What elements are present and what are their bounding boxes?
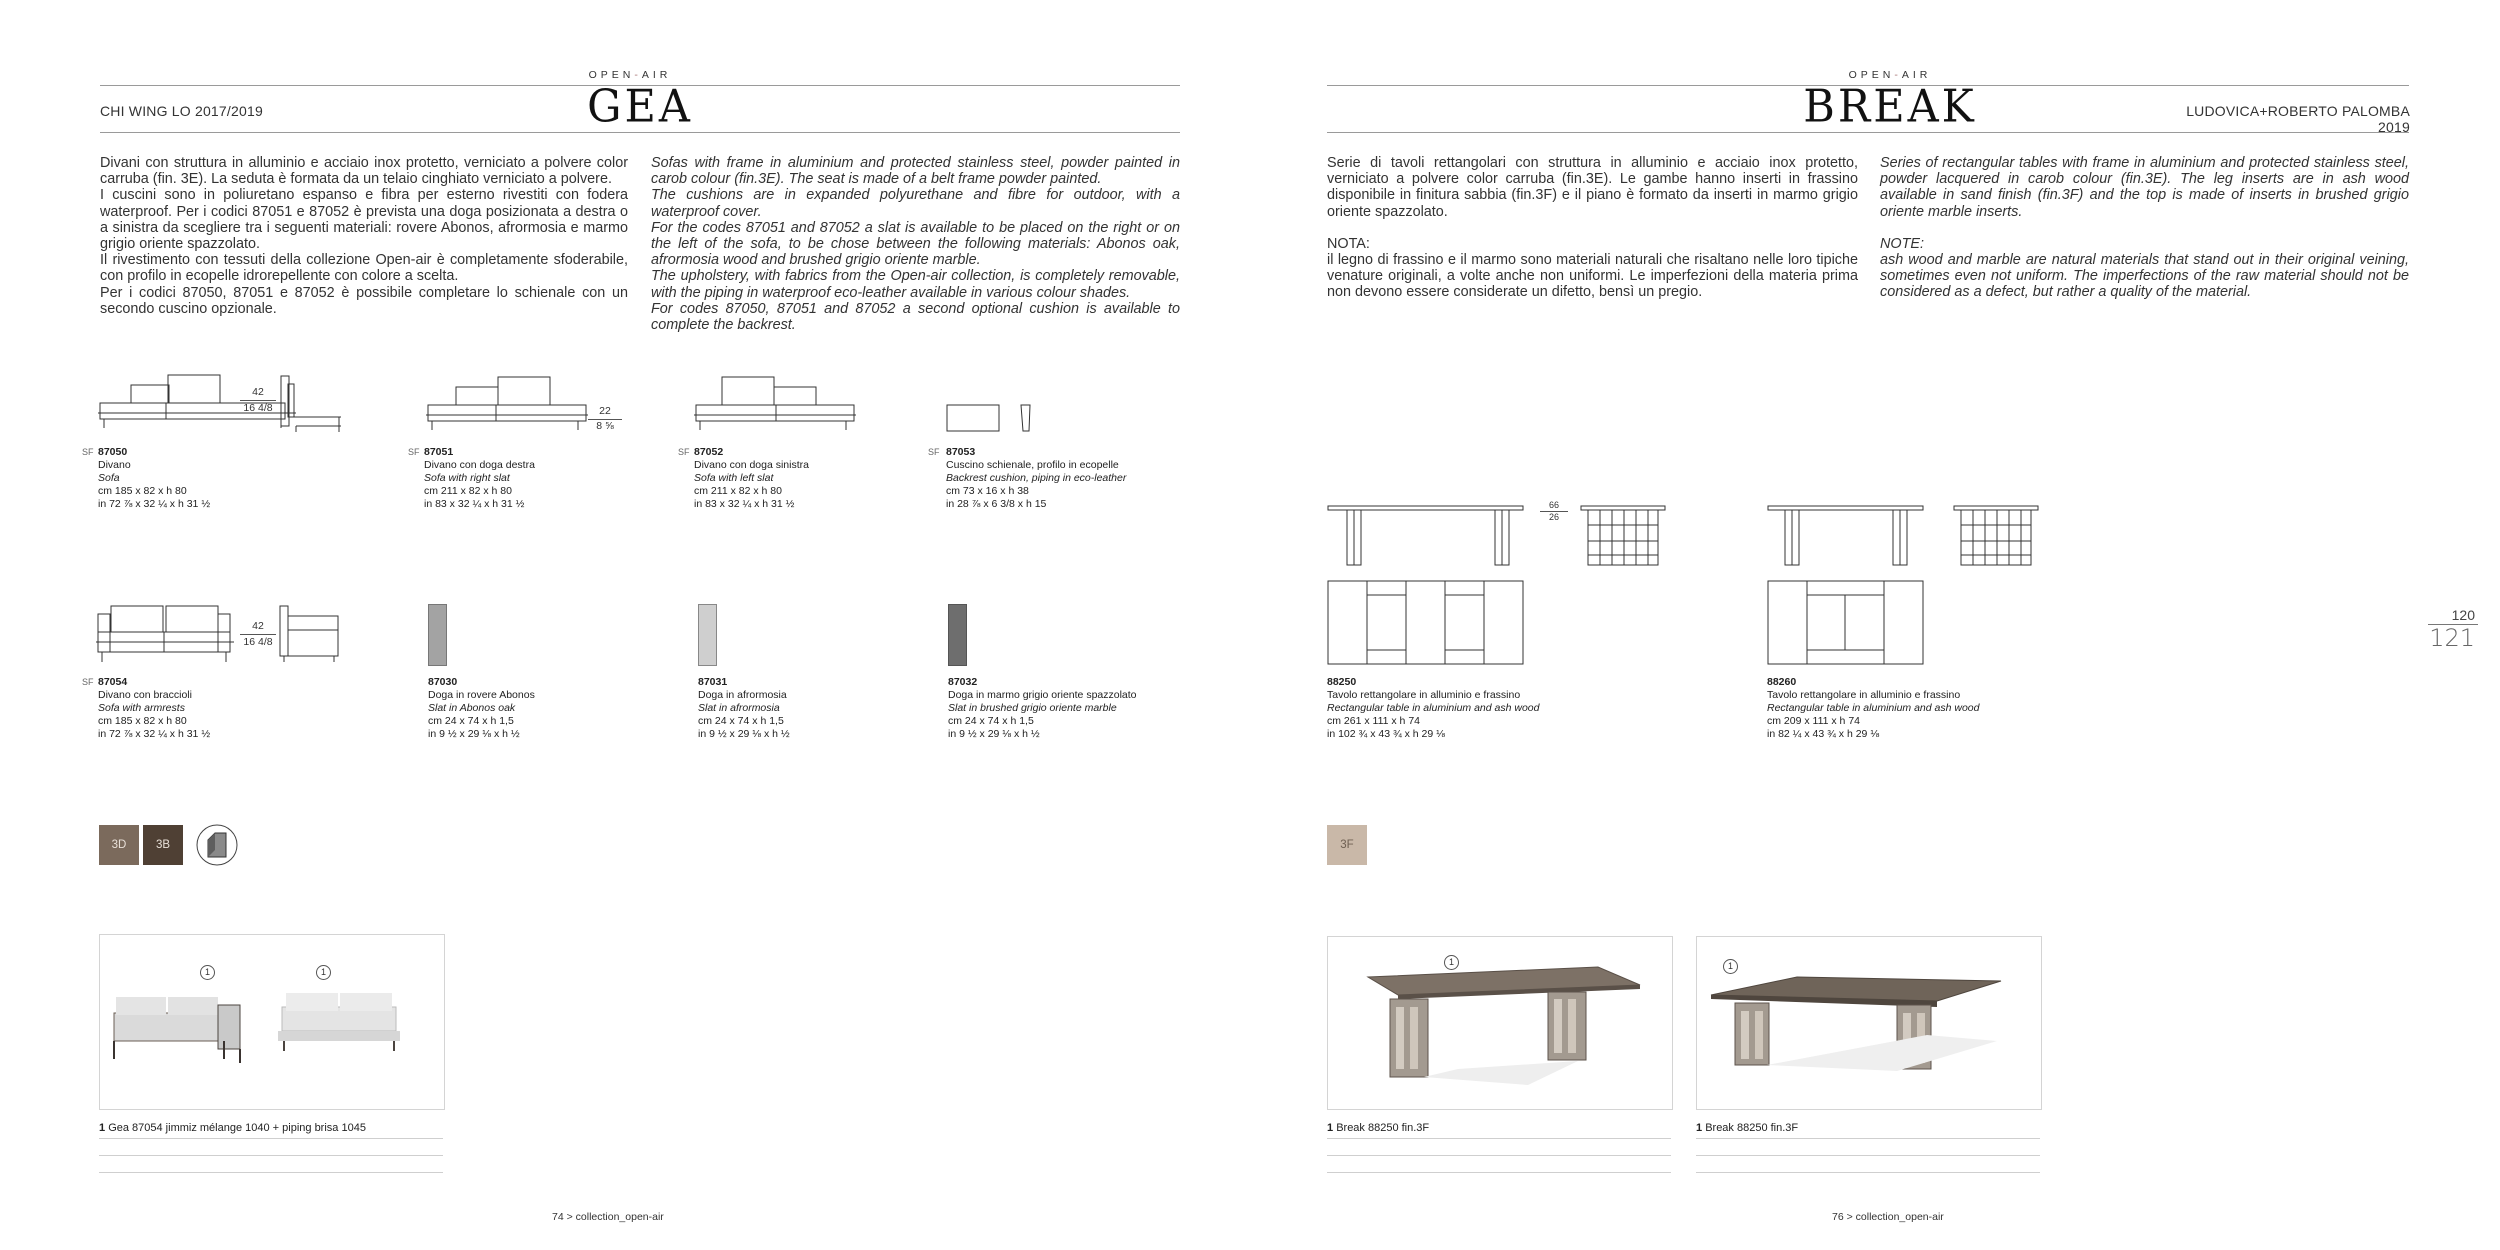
dim-87050-bottom: 16 4/8 [243,402,273,414]
product-name-en: Slat in afrormosia [698,702,780,714]
paragraph: Per i codici 87050, 87051 e 87052 è possibile completare lo schienale con un secondo cuscino opzionale. [100,284,628,317]
product-dim-in: in 72 ⅞ x 32 ¼ x h 31 ½ [98,728,211,740]
spec-87031 [698,676,790,741]
product-dim-cm: cm 185 x 82 x h 80 [98,715,187,727]
break-caption-1 [1327,1122,1429,1134]
product-dim-cm: cm 261 x 111 x h 74 [1327,715,1420,727]
product-dim-in: in 28 ⅞ x 6 3/8 x h 15 [946,498,1047,510]
spec-87030 [428,676,535,741]
kicker-air: AIR [1901,69,1932,81]
drawing-87054 [96,604,346,666]
paragraph: NOTE: [1880,235,1924,252]
product-name-en: Rectangular table in aluminium and ash wood [1327,702,1540,714]
photo-marker: 1 [1444,955,1459,970]
paragraph: Il rivestimento con tessuti della collezione Open-air è completamente sfoderabile, con profilo in ecopelle idrorepellente con colore a scelta. [100,252,628,285]
kicker-open: OPEN [588,69,635,81]
right-designer: LUDOVICA+ROBERTO PALOMBA 2019 [2186,103,2410,135]
product-name-it: Tavolo rettangolare in alluminio e frassino [1327,689,1521,701]
caption-rule [99,1172,443,1173]
right-text-italian [1327,155,1858,301]
paragraph: ash wood and marble are natural materials that stand out in their original veining, sometimes even not uniform. The imperfections of the raw material should not be considered as a defect, but rather a quality of the material. [1880,252,2409,301]
dim-87054-top: 42 [252,620,264,632]
product-name-en: Slat in brushed grigio oriente marble [948,702,1117,714]
product-dim-in: in 83 x 32 ¼ x h 31 ½ [424,498,525,510]
gea-caption [99,1122,366,1134]
product-name-en: Sofa with armrests [98,702,185,714]
caption-rule [1327,1155,1671,1156]
dim-87054-divider [240,634,276,635]
gea-sofa-photo [100,935,444,1109]
product-dim-cm: cm 211 x 82 x h 80 [694,485,782,497]
product-dim-in: in 72 ⅞ x 32 ¼ x h 31 ½ [98,498,211,510]
left-designer: CHI WING LO 2017/2019 [100,103,263,119]
product-name-it: Divano con doga destra [424,459,535,471]
product-name-en: Sofa with left slat [694,472,774,484]
drawing-88250-front [1580,505,1670,567]
product-dim-in: in 9 ½ x 29 ⅛ x h ½ [698,728,790,740]
product-code: 87031 [698,676,728,688]
sf-label: SF [928,447,940,457]
paragraph: Divani con struttura in alluminio e acciaio inox protetto, verniciato a polvere color carruba (fin. 3E). La seduta è formata da un telaio cinghiato verniciato a polvere. [100,155,628,188]
product-code: 88250 [1327,676,1357,688]
product-dim-in: in 9 ½ x 29 ⅛ x h ½ [948,728,1040,740]
product-code: 87032 [948,676,978,688]
product-dim-in: in 82 ¼ x 43 ¾ x h 29 ⅛ [1767,728,1880,740]
photo-marker: 1 [200,965,215,980]
dim-87050-top: 42 [252,386,264,398]
caption-rule [1327,1138,1671,1139]
paragraph-gap [1880,220,2409,236]
page-number-top: 120 [2451,607,2475,623]
paragraph: For the codes 87051 and 87052 a slat is available to be placed on the right or on the left of the sofa, to be chose between the following materials: Abonos oak, afrormosia wood and brushed grigio oriente marble. [651,219,1180,269]
caption-number: 1 [99,1122,106,1134]
product-dim-cm: cm 185 x 82 x h 80 [98,485,187,497]
slat-marble-swatch [948,604,967,666]
sf-label: SF [408,447,420,457]
gea-photo-frame [99,934,445,1110]
left-text-italian [100,155,628,317]
paragraph: The cushions are in expanded polyurethane and fibre for outdoor, with a waterproof cover. [651,187,1180,220]
right-footer: 76 > collection_open-air [1832,1211,1944,1223]
drawing-88260-front [1953,505,2043,567]
paragraph: For codes 87050, 87051 and 87052 a second optional cushion is available to complete the backrest. [651,300,1180,334]
left-text-english [651,155,1180,333]
paragraph-gap [1327,220,1858,236]
product-dim-cm: cm 24 x 74 x h 1,5 [428,715,514,727]
kicker-dash: - [1894,69,1902,81]
product-code: 87052 [694,446,724,458]
product-name-it: Doga in afrormosia [698,689,787,701]
spec-88260 [1767,676,1979,741]
left-kicker [560,69,700,81]
paragraph: NOTA: [1327,235,1370,252]
caption-rule [1696,1155,2040,1156]
spec-87051 [424,446,535,511]
product-name-en: Sofa [98,472,120,484]
left-footer: 74 > collection_open-air [552,1211,664,1223]
product-name-en: Slat in Abonos oak [428,702,516,714]
product-dim-cm: cm 24 x 74 x h 1,5 [948,715,1034,727]
break-caption-2 [1696,1122,1798,1134]
product-code: 87051 [424,446,454,458]
sf-label: SF [82,447,94,457]
product-name-it: Divano con braccioli [98,689,192,701]
product-dim-cm: cm 211 x 82 x h 80 [424,485,512,497]
dim-87051-top: 22 [599,405,611,417]
product-name-en: Sofa with right slat [424,472,510,484]
product-name-en: Backrest cushion, piping in eco-leather [946,472,1127,484]
caption-rule [99,1138,443,1139]
dim-87050-divider [240,400,276,401]
break-table-photo [1328,937,1672,1109]
page-number-bottom: 121 [2429,624,2475,652]
product-name-en: Rectangular table in aluminium and ash wood [1767,702,1980,714]
caption-text: Break 88250 fin.3F [1705,1122,1799,1134]
caption-rule [1696,1172,2040,1173]
spec-87032 [948,676,1137,741]
caption-number: 1 [1327,1122,1334,1134]
paragraph: The upholstery, with fabrics from the Open-air collection, is completely removable, with the piping in waterproof eco-leather available in various colour shades. [651,268,1180,301]
drawing-88260-side [1767,505,1927,567]
kicker-dash: - [634,69,642,81]
dim-88250-top: 66 [1548,500,1559,510]
spec-87052 [694,446,809,511]
paragraph: Serie di tavoli rettangolari con struttura in alluminio e acciaio inox protetto, verniciato a polvere color carruba (fin.3E). Le gambe hanno inserti in frassino disponibile in finitura sabbia (fin.3F) e il piano è formato da inserti in marmo grigio oriente spazzolato. [1327,155,1858,220]
kicker-open: OPEN [1848,69,1895,81]
drawing-87052 [694,372,864,437]
kicker-air: AIR [641,69,672,81]
caption-rule [1696,1138,2040,1139]
drawing-87050 [96,370,346,440]
right-kicker [1820,69,1960,81]
product-dim-in: in 9 ½ x 29 ⅛ x h ½ [428,728,520,740]
spec-87054 [98,676,210,741]
break-photo-frame-2 [1696,936,2042,1110]
dim-88250-bottom: 26 [1548,512,1559,522]
left-title: GEA [587,80,693,134]
product-dim-cm: cm 209 x 111 x h 74 [1767,715,1860,727]
drawing-88250-top [1327,580,1527,666]
left-rule-bottom [100,132,1180,133]
photo-marker: 1 [316,965,331,980]
marble-finish-icon [196,824,240,868]
product-code: 87030 [428,676,458,688]
caption-text: Gea 87054 jimmiz mélange 1040 + piping brisa 1045 [108,1122,366,1134]
dim-87054-bottom: 16 4/8 [243,636,273,648]
drawing-88250-side [1327,505,1527,567]
product-name-it: Divano [98,459,131,471]
slat-afrormosia-swatch [698,604,717,666]
photo-marker: 1 [1723,959,1738,974]
product-name-it: Doga in rovere Abonos [428,689,535,701]
finish-swatch-3f: 3F [1327,825,1367,865]
sf-label: SF [678,447,690,457]
product-dim-cm: cm 73 x 16 x h 38 [946,485,1029,497]
drawing-87053 [946,404,1036,436]
product-name-it: Divano con doga sinistra [694,459,809,471]
product-code: 87054 [98,676,128,688]
paragraph: I cuscini sono in poliuretano espanso e fibra per esterno rivestiti con fodera waterproof. Per i codici 87051 e 87052 è prevista una doga posizionata a destra o a sinistra da scegliere tra i seguenti materiali: rovere Abonos, afrormosia e marmo grigio oriente spazzolato. [100,187,628,253]
drawing-88260-top [1767,580,1927,666]
break-photo-frame-1 [1327,936,1673,1110]
paragraph: Series of rectangular tables with frame in aluminium and protected stainless steel, powder lacquered in carob colour (fin.3E). The leg inserts are in ash wood available in sand finish (fin.3F) and the top is made of inserts in brushed grigio oriente marble inserts. [1880,155,2409,220]
product-name-it: Cuscino schienale, profilo in ecopelle [946,459,1119,471]
spec-87050 [98,446,210,511]
right-text-english [1880,155,2409,301]
product-dim-cm: cm 24 x 74 x h 1,5 [698,715,784,727]
spec-88250 [1327,676,1539,741]
caption-rule [1327,1172,1671,1173]
caption-number: 1 [1696,1122,1703,1134]
break-table-photo [1697,937,2041,1109]
product-dim-in: in 102 ¾ x 43 ¾ x h 29 ⅛ [1327,728,1445,740]
paragraph: Sofas with frame in aluminium and protected stainless steel, powder painted in carob colour (fin.3E). The seat is made of a belt frame powder painted. [651,155,1180,188]
caption-text: Break 88250 fin.3F [1336,1122,1430,1134]
product-code: 88260 [1767,676,1797,688]
finish-swatch-3d: 3D [99,825,139,865]
dim-87051-bottom: 8 ⅝ [596,420,614,432]
finish-swatch-3b: 3B [143,825,183,865]
paragraph: il legno di frassino e il marmo sono materiali naturali che risaltano nelle loro tipiche venature originali, a volte anche non uniformi. Le imperfezioni della materia prima non devono essere considerate un difetto, bensì un pregio. [1327,252,1858,301]
product-code: 87050 [98,446,128,458]
spec-87053 [946,446,1126,511]
right-rule-bottom [1327,132,2409,133]
product-code: 87053 [946,446,976,458]
product-dim-in: in 83 x 32 ¼ x h 31 ½ [694,498,795,510]
caption-rule [99,1155,443,1156]
product-name-it: Tavolo rettangolare in alluminio e frassino [1767,689,1961,701]
slat-abonos-swatch [428,604,447,666]
product-name-it: Doga in marmo grigio oriente spazzolato [948,689,1137,701]
right-title: BREAK [1803,80,1977,134]
sf-label: SF [82,677,94,687]
